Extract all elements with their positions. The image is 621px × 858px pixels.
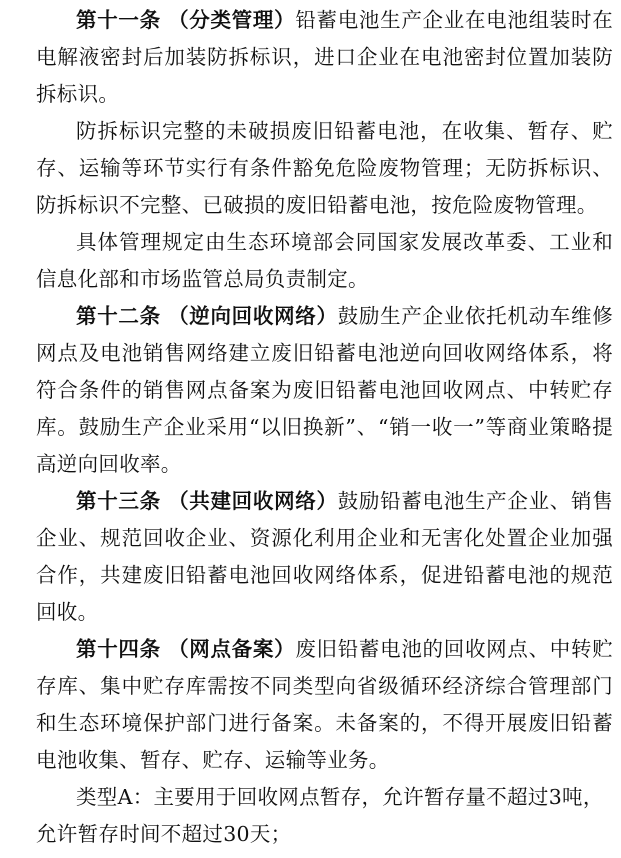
- article-12-title: （逆向回收网络）: [168, 304, 338, 328]
- type-a-paragraph: 类型A：主要用于回收网点暂存，允许暂存量不超过3吨，: [76, 785, 604, 809]
- article-11-title: （分类管理）: [168, 8, 296, 32]
- article-11-number: 第十一条: [76, 8, 161, 32]
- article-12-number: 第十二条: [76, 304, 161, 328]
- article-14-body: 废旧铅蓄电池的回收网点、中转贮存库、集中贮存库需按不同类型向省级循环经济综合管理部门和生态环境保护部门进行备案。未备案的，不得开展废旧铅蓄电池收集、暂存、贮存、运输等业务。: [36, 637, 613, 772]
- type-a-continuation: 允许暂存时间不超过30天；: [36, 822, 292, 846]
- article-12: [0, 298, 621, 483]
- article-11-paragraph-2: 防拆标识完整的未破损废旧铅蓄电池，在收集、暂存、贮存、运输等环节实行有条件豁免危险废物管理；无防拆标识、防拆标识不完整、已破损的废旧铅蓄电池，按危险废物管理。: [36, 119, 613, 217]
- article-13-number: 第十三条: [76, 489, 161, 513]
- article-13: [0, 483, 621, 631]
- article-11: [0, 2, 621, 113]
- article-13-body: 鼓励铅蓄电池生产企业、销售企业、规范回收企业、资源化利用企业和无害化处置企业加强合作，共建废旧铅蓄电池回收网络体系，促进铅蓄电池的规范回收。: [36, 489, 613, 624]
- article-12-body: 鼓励生产企业依托机动车维修网点及电池销售网络建立废旧铅蓄电池逆向回收网络体系，将符合条件的销售网点备案为废旧铅蓄电池回收网点、中转贮存库。鼓励生产企业采用“以旧换新”、“销一收一”等商业策略提高逆向回收率。: [36, 304, 613, 476]
- article-14-number: 第十四条: [76, 637, 161, 661]
- article-13-title: （共建回收网络）: [168, 489, 338, 513]
- article-11-paragraph-3: 具体管理规定由生态环境部会同国家发展改革委、工业和信息化部和市场监管总局负责制定。: [36, 230, 613, 291]
- article-14: [0, 631, 621, 779]
- article-11-body: 铅蓄电池生产企业在电池组装时在电解液密封后加装防拆标识，进口企业在电池密封位置加装防拆标识。: [36, 8, 613, 106]
- article-14-title: （网点备案）: [168, 637, 296, 661]
